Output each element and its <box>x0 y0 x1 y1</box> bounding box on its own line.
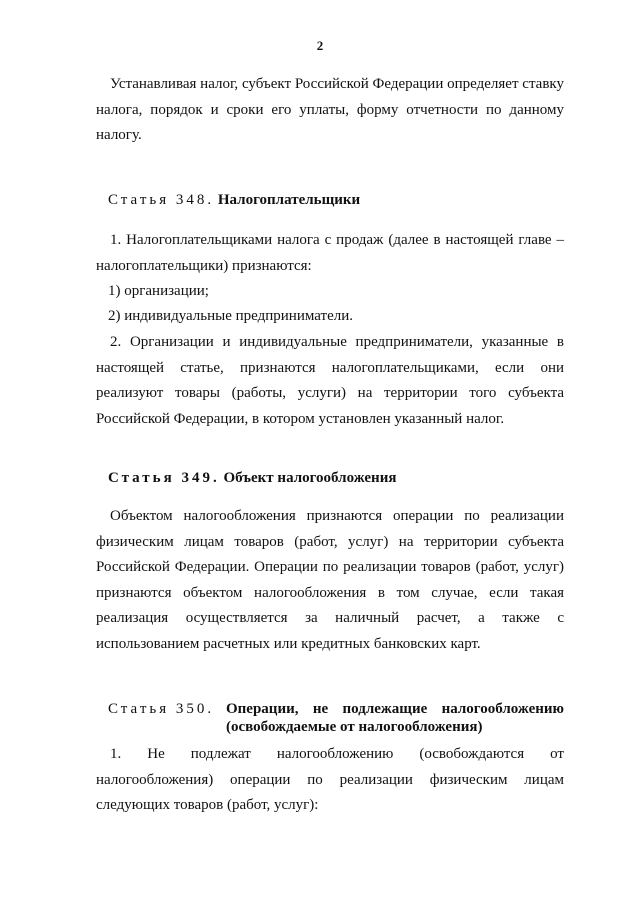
article-349-label: Статья 349. <box>108 470 220 486</box>
article-348-item-2: 2) индивидуальные предприниматели. <box>108 308 353 324</box>
article-349-paragraph-1: Объектом налогообложения признаются операции по реализации физическим лицам товаров (работ, услуг) на территории субъекта Российской Федерации. Операции по реализации товаров (работ, услуг) признаются объектом налогообложения в том случае, если такая реализация осуществляется за наличный расчет, а также с использованием расчетных или кредитных банковских карт. <box>96 508 564 652</box>
article-349-heading <box>108 466 396 492</box>
article-348-label: Статья 348. <box>108 192 215 208</box>
article-350-title: Операции, не подлежащие налогообложению (освобождаемые от налогообложения) <box>226 701 564 735</box>
article-350-paragraph-1: 1. Не подлежат налогообложению (освобождаются от налогообложения) операции по реализации физическим лицам следующих товаров (работ, услуг): <box>96 746 564 813</box>
article-348-paragraph-1: 1. Налогоплательщиками налога с продаж (далее в настоящей главе – налогоплательщики) признаются: <box>96 232 564 274</box>
article-349-title: Объект налогообложения <box>223 470 397 486</box>
article-348-title: Налогоплательщики <box>217 192 361 208</box>
article-348-heading <box>108 188 360 214</box>
article-350-label: Статья 350. <box>108 701 215 717</box>
article-348-paragraph-2: 2. Организации и индивидуальные предприниматели, указанные в настоящей статье, признаются налогоплательщиками, если они реализуют товары (работы, услуги) на территории того субъекта Российской Федерации, в котором установлен указанный налог. <box>96 334 564 427</box>
page-number: 2 <box>316 38 324 53</box>
article-348-item-1: 1) организации; <box>108 283 209 299</box>
intro-paragraph: Устанавливая налог, субъект Российской Федерации определяет ставку налога, порядок и сроки его уплаты, форму отчетности по данному налогу. <box>96 76 564 143</box>
